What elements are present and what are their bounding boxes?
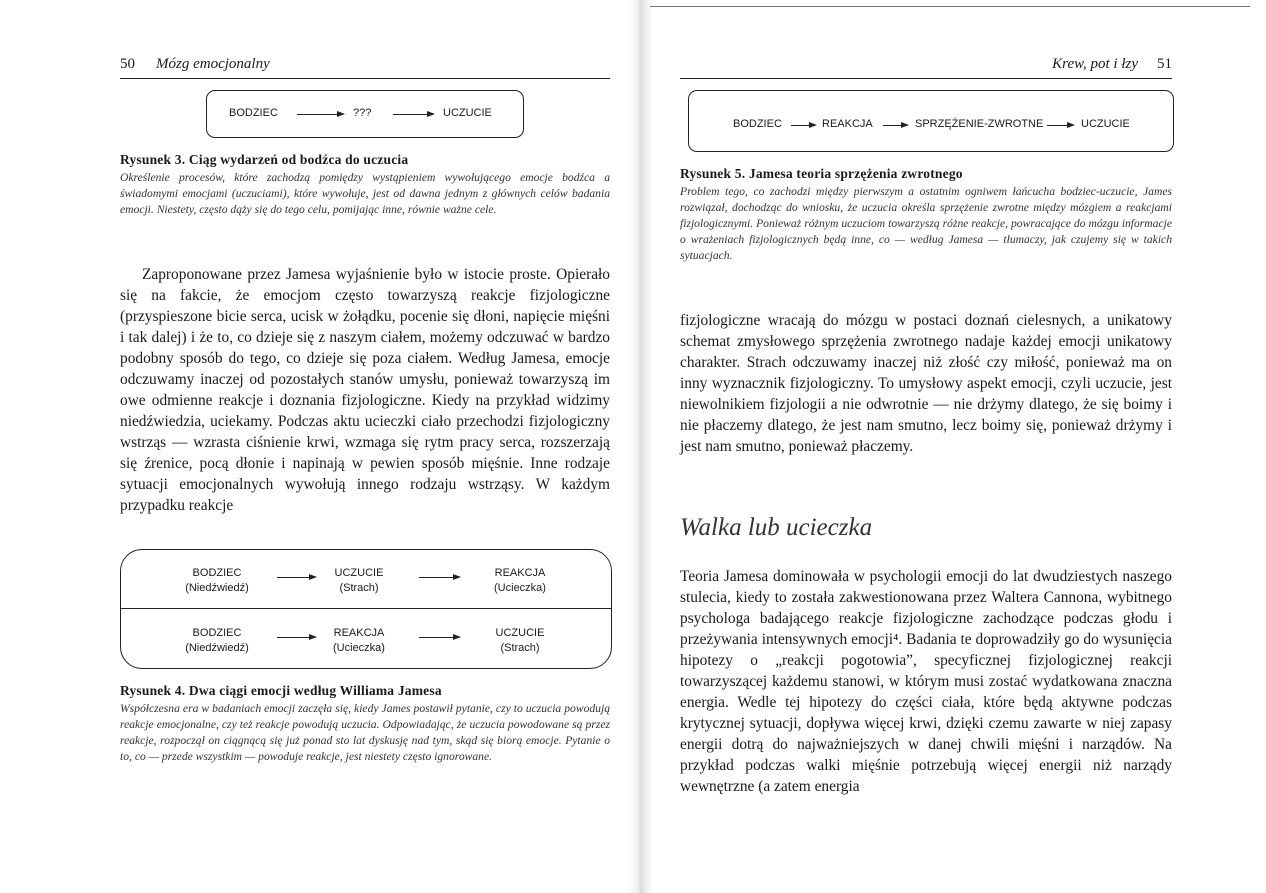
fig4-row2-reaction-sub: (Ucieczka) [333,642,385,654]
figure-4-caption-title: Rysunek 4. Dwa ciągi emocji według Williama Jamesa [120,683,442,698]
fig3-arrow-1 [297,114,343,115]
fig3-feeling: UCZUCIE [443,107,492,119]
fig5-reaction: REAKCJA [822,118,873,130]
fig3-stimulus: BODZIEC [229,107,278,119]
right-page-number: 51 [1157,56,1172,72]
fig5-arrow-1 [791,125,815,126]
figure-5-caption-text: Problem tego, co zachodzi między pierwszym a ostatnim ogniwem łańcucha bodziec-uczucie, James rozwiązał, dochodząc do wniosku, że uczucia określa sprzężenie zwrotne między mózgiem a reakcjami fizjologicznymi. Ponieważ różnym uczuciom towarzyszą różne reakcje, powracające do mózgu informacje o wrażeniach fizjologicznych będą inne, co — według Jamesa — tłumaczy, jak czujemy się w takich sytuacjach. [680,185,1172,262]
fig4-row1-stimulus-sub: (Niedźwiedź) [185,582,249,594]
fig4-row2-feeling-label: UCZUCIE [495,627,545,639]
fig4-row-divider [121,608,611,609]
left-body-paragraph: Zaproponowane przez Jamesa wyjaśnienie było w istocie proste. Opierało się na fakcie, że emocjom często towarzyszą reakcje fizjologiczne (przyspieszone bicie serca, ucisk w żołądku, pocenie się dłoni, napięcie mięśni i tak dalej) i że to, co dzieje się z naszym ciałem, możemy odczuwać w bardzo podobny sposób do tego, co dzieje się poza ciałem. Według Jamesa, emocje odczuwamy inaczej od pozostałych stanów umysłu, ponieważ towarzyszą im owe odmienne reakcje i doznania fizjologiczne. Kiedy na przykład widzimy niedźwiedzia, uciekamy. Podczas aktu ucieczki ciało przechodzi fizjologiczny wstrząs — wzrasta ciśnienie krwi, wzmaga się rytm pracy serca, rozszerzają się źrenice, pocą dłonie i napinają w pewien sposób mięśnie. Inne rodzaje sytuacji emocjonalnych wywołują innego rodzaju wstrząsy. W każdym przypadku reakcje [120,266,610,514]
fig4-row2-stimulus [167,626,267,656]
right-body-paragraph-1: fizjologiczne wracają do mózgu w postaci doznań cielesnych, a unikatowy schemat zmysłowego sprzężenia zwrotnego nadaje każdej emocji unikatowy charakter. Strach odczuwamy inaczej niż złość czy miłość, ponieważ ma on inny wyznacznik fizjologiczny. To umysłowy aspekt emocji, czyli uczucie, jest niewolnikiem fizjologii a nie odwrotnie — nie drżymy dlatego, że się boimy i nie płaczemy dlatego, że jest nam smutno, lecz boimy się, ponieważ drżymy i jest nam smutno, ponieważ płaczemy. [680,312,1172,455]
left-running-header [120,56,610,79]
fig4-row1-feeling-label: UCZUCIE [334,567,384,579]
right-body-text-1 [680,310,1172,457]
fig5-feedback: SPRZĘŻENIE-ZWROTNE [915,118,1044,130]
fig3-arrow-2 [393,114,433,115]
figure-3-caption-text: Określenie procesów, które zachodzą pomiędzy wystąpieniem wywołującego emocje bodźca a świadomymi emocjami (uczuciami), które wywołuje, jest od dawna jednym z głównych celów badania emocji. Niestety, często dąży się do tego celu, pomijając inne, równie ważne cele. [120,171,610,216]
right-running-title: Krew, pot i łzy [1052,56,1138,72]
fig4-row2-feeling [477,626,563,656]
right-body-text-2 [680,566,1172,797]
left-running-title: Mózg emocjonalny [156,56,270,72]
fig4-row2-feeling-sub: (Strach) [500,642,540,654]
left-page [120,0,610,893]
figure-4-diagram [120,549,612,669]
fig4-row1-arrow-1 [277,577,315,578]
figure-5-diagram [688,90,1174,152]
figure-3-diagram [206,90,524,138]
figure-4-caption-text: Współczesna era w badaniach emocji zaczęła się, kiedy James postawił pytanie, czy to uczucia powodują reakcje emocjonalne, czy też reakcje powodują uczucia. Odpowiadając, że uczucia powodowane są przez reakcje, rozpoczął on ciągnącą się już ponad sto lat dyskusję nad tym, skąd się biorą emocje. Pytanie o to, co — przede wszystkim — powoduje reakcje, jest niestety często ignorowane. [120,702,610,763]
book-spine [628,0,654,893]
fig4-row2-stimulus-label: BODZIEC [192,627,242,639]
fig4-row1-reaction-label: REAKCJA [494,567,546,579]
fig4-row1-stimulus-label: BODZIEC [192,567,242,579]
left-page-number: 50 [120,56,135,72]
fig4-row1-reaction-sub: (Ucieczka) [494,582,546,594]
right-body-paragraph-2: Teoria Jamesa dominowała w psychologii emocji do lat dwudziestych naszego stulecia, kiedy to została zakwestionowana przez Waltera Cannona, wybitnego psychologa badającego reakcje fizjologiczne zachodzące podczas głodu i przeżywania intensywnych emocji⁴. Badania te doprowadziły go do wysunięcia hipotezy o „reakcji pogotowia”, specyficznej fizjologicznej reakcji towarzyszącej każdemu stanowi, w którym musi zostać wydatkowana znaczna energia. Wedle tej hipotezy do części ciała, które będą aktywne podczas krytycznej sytuacji, dopływa więcej krwi, dzięki czemu zawarte w niej zapasy energii dotrą do najważniejszych w danej chwili mięśni i narządów. Na przykład podczas walki mięśnie potrzebują więcej energii niż narządy wewnętrzne (a zatem energia [680,568,1172,795]
fig4-row2-reaction-label: REAKCJA [333,627,385,639]
fig5-feeling: UCZUCIE [1081,118,1130,130]
fig5-stimulus: BODZIEC [733,118,782,130]
fig4-row1-stimulus [167,566,267,596]
right-running-header [680,56,1172,79]
figure-5-caption-title: Rysunek 5. Jamesa teoria sprzężenia zwrotnego [680,166,963,181]
section-title: Walka lub ucieczka [680,514,873,541]
fig3-unknown: ??? [353,107,372,119]
fig4-row1-arrow-2 [419,577,459,578]
fig4-row2-reaction [317,626,401,656]
fig4-row1-reaction [477,566,563,596]
fig5-arrow-3 [1047,125,1073,126]
fig4-row2-arrow-2 [419,637,459,638]
figure-3-caption-title: Rysunek 3. Ciąg wydarzeń od bodźca do uczucia [120,152,409,167]
fig5-arrow-2 [883,125,907,126]
fig4-row2-arrow-1 [277,637,315,638]
left-body-text [120,264,610,516]
fig4-row1-feeling-sub: (Strach) [339,582,379,594]
right-page [680,0,1172,893]
fig4-row1-feeling [317,566,401,596]
fig4-row2-stimulus-sub: (Niedźwiedź) [185,642,249,654]
